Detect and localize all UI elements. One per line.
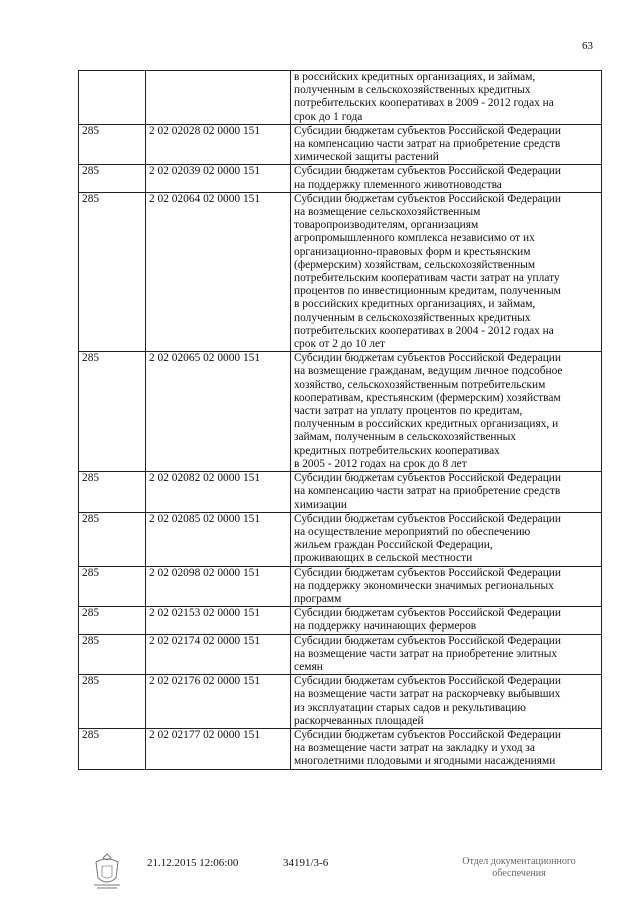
admin-code-cell: 285	[79, 512, 146, 566]
admin-code-cell: 285	[79, 192, 146, 351]
description-cell: в российских кредитных организациях, и займам, полученным в сельскохозяйственных кредитных потребительских кооперативах в 2009 - 2012 годах на срок до 1 года	[291, 71, 602, 125]
description-cell: Субсидии бюджетам субъектов Российской Федерации на поддержку племенного животноводства	[291, 165, 602, 192]
admin-code-cell: 285	[79, 165, 146, 192]
admin-code-cell: 285	[79, 728, 146, 769]
description-cell: Субсидии бюджетам субъектов Российской Федерации на возмещение части затрат на закладку и уход за многолетними плодовыми и ягодными насаждениями	[291, 728, 602, 769]
admin-code-cell: 285	[79, 607, 146, 634]
budget-code-cell: 2 02 02082 02 0000 151	[146, 472, 291, 513]
table-row	[79, 566, 602, 607]
table-row	[79, 124, 602, 165]
budget-code-cell: 2 02 02176 02 0000 151	[146, 675, 291, 729]
budget-code-cell: 2 02 02177 02 0000 151	[146, 728, 291, 769]
description-cell: Субсидии бюджетам субъектов Российской Федерации на возмещение сельскохозяйственным товаропроизводителям, организациям агропромышленного комплекса независимо от их организационно-правовых форм и крестьянским (фермерским) хозяйствам, сельскохозяйственным потребительским кооперативам части затрат на уплату процентов по инвестиционным кредитам, полученным в российских кредитных организациях, и займам, полученным в сельскохозяйственных кредитных потребительских кооперативах в 2004 - 2012 годах на срок от 2 до 10 лет	[291, 192, 602, 351]
budget-code-cell: 2 02 02065 02 0000 151	[146, 352, 291, 472]
admin-code-cell: 285	[79, 472, 146, 513]
coat-of-arms-icon	[90, 852, 124, 890]
table-row	[79, 165, 602, 192]
admin-code-cell: 285	[79, 352, 146, 472]
table-row	[79, 675, 602, 729]
description-cell: Субсидии бюджетам субъектов Российской Федерации на компенсацию части затрат на приобретение средств химической защиты растений	[291, 124, 602, 165]
description-cell: Субсидии бюджетам субъектов Российской Федерации на поддержку начинающих фермеров	[291, 607, 602, 634]
budget-code-cell: 2 02 02153 02 0000 151	[146, 607, 291, 634]
table-row	[79, 192, 602, 351]
description-cell: Субсидии бюджетам субъектов Российской Федерации на возмещение части затрат на приобретение элитных семян	[291, 634, 602, 675]
footer-datetime: 21.12.2015 12:06:00	[147, 857, 239, 869]
table-row	[79, 352, 602, 472]
budget-code-cell: 2 02 02174 02 0000 151	[146, 634, 291, 675]
footer-doc-code: 34191/3-6	[283, 857, 329, 869]
admin-code-cell: 285	[79, 675, 146, 729]
page-number: 63	[582, 40, 593, 52]
budget-code-cell: 2 02 02064 02 0000 151	[146, 192, 291, 351]
budget-code-cell: 2 02 02085 02 0000 151	[146, 512, 291, 566]
budget-code-cell	[146, 71, 291, 125]
admin-code-cell: 285	[79, 566, 146, 607]
description-cell: Субсидии бюджетам субъектов Российской Федерации на компенсацию части затрат на приобретение средств химизации	[291, 472, 602, 513]
admin-code-cell: 285	[79, 124, 146, 165]
table-row	[79, 728, 602, 769]
admin-code-cell: 285	[79, 634, 146, 675]
table-row	[79, 634, 602, 675]
budget-codes-table	[78, 70, 602, 770]
admin-code-cell	[79, 71, 146, 125]
budget-code-cell: 2 02 02098 02 0000 151	[146, 566, 291, 607]
description-cell: Субсидии бюджетам субъектов Российской Федерации на осуществление мероприятий по обеспечению жильем граждан Российской Федерации, проживающих в сельской местности	[291, 512, 602, 566]
description-cell: Субсидии бюджетам субъектов Российской Федерации на возмещение части затрат на раскорчевку выбывших из эксплуатации старых садов и рекультивацию раскорчеванных площадей	[291, 675, 602, 729]
budget-code-cell: 2 02 02028 02 0000 151	[146, 124, 291, 165]
description-cell: Субсидии бюджетам субъектов Российской Федерации на поддержку экономически значимых региональных программ	[291, 566, 602, 607]
budget-code-cell: 2 02 02039 02 0000 151	[146, 165, 291, 192]
department-stamp: Отдел документационного обеспечения	[462, 856, 576, 879]
table-row	[79, 472, 602, 513]
description-cell: Субсидии бюджетам субъектов Российской Федерации на возмещение гражданам, ведущим личное подсобное хозяйство, сельскохозяйственным потребительским кооперативам, крестьянским (фермерским) хозяйствам части затрат на уплату процентов по кредитам, полученным в российских кредитных организациях, и займам, полученным в сельскохозяйственных кредитных потребительских кооперативах в 2005 - 2012 годах на срок до 8 лет	[291, 352, 602, 472]
table-row	[79, 71, 602, 125]
table-row	[79, 512, 602, 566]
table-row	[79, 607, 602, 634]
